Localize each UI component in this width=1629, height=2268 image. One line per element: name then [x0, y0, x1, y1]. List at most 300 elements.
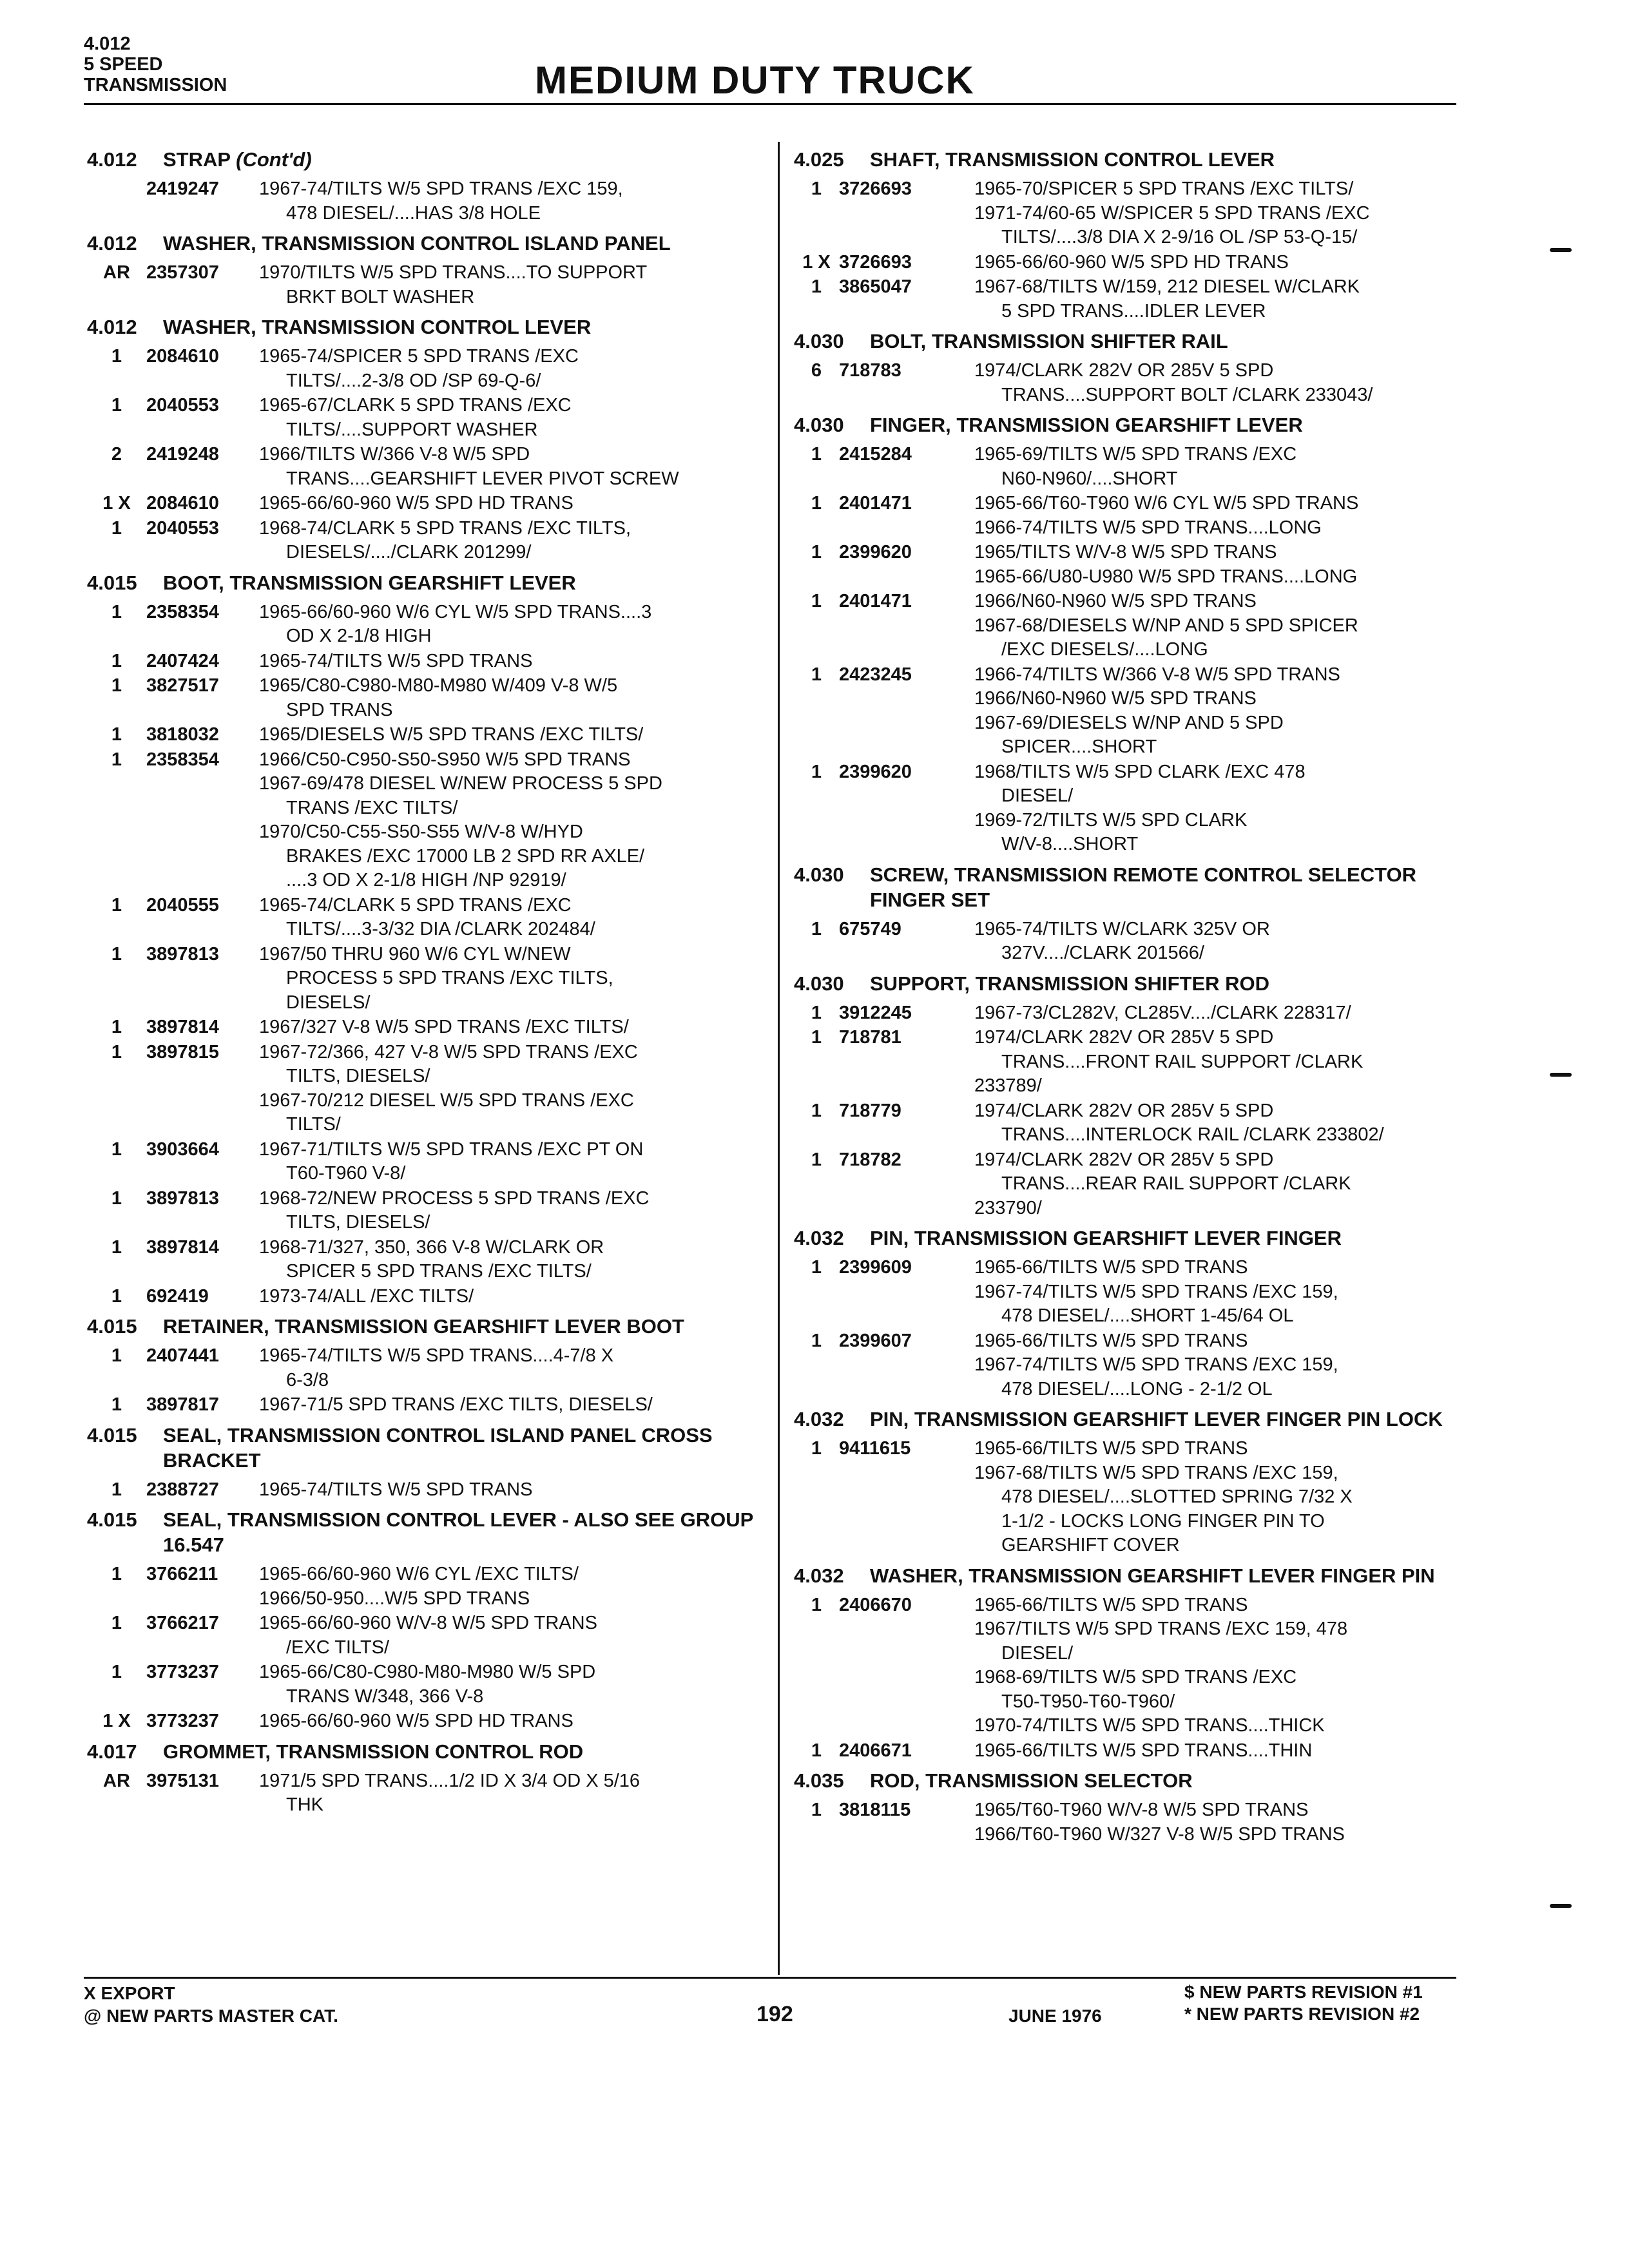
- description-line: 1965-66/T60-T960 W/6 CYL W/5 SPD TRANS: [974, 493, 1359, 514]
- description-line: 1965/C80-C980-M80-M980 W/409 V-8 W/5: [259, 675, 618, 696]
- section-number: 4.025: [794, 148, 844, 171]
- description-line: 1967-71/5 SPD TRANS /EXC TILTS, DIESELS/: [259, 1394, 653, 1415]
- part-quantity: 1: [811, 591, 822, 611]
- section-title-text: STRAP: [163, 148, 231, 171]
- part-quantity: 1: [111, 1041, 122, 1062]
- part-description: [259, 723, 770, 747]
- description-line: N60-N960/....SHORT: [1001, 468, 1178, 489]
- description-line: T60-T960 V-8/: [286, 1163, 406, 1184]
- part-number: 2406671: [839, 1740, 912, 1761]
- part-quantity: 1: [811, 1257, 822, 1278]
- part-entry: [87, 943, 770, 1015]
- section-heading: [794, 147, 1458, 172]
- description-line: 1965-67/CLARK 5 SPD TRANS /EXC: [259, 395, 572, 416]
- continued-label: (Cont'd): [236, 148, 312, 171]
- section-number: 4.012: [87, 232, 137, 255]
- part-number: 3818115: [839, 1800, 911, 1820]
- part-quantity: 1: [111, 1017, 122, 1037]
- section-title-text: ROD, TRANSMISSION SELECTOR: [870, 1769, 1193, 1792]
- part-number: 675749: [839, 918, 901, 939]
- description-line: 1974/CLARK 282V OR 285V 5 SPD: [974, 360, 1274, 381]
- part-description: [259, 748, 770, 893]
- description-line: 1968-71/327, 350, 366 V-8 W/CLARK OR: [259, 1236, 604, 1258]
- description-line: 233790/: [974, 1197, 1042, 1218]
- footer-rule: [84, 1977, 1456, 1979]
- part-entry: [794, 1437, 1458, 1558]
- header-transmission: TRANSMISSION: [84, 75, 227, 95]
- part-entry: [87, 261, 770, 309]
- part-number: 3897817: [146, 1394, 219, 1415]
- parts-section: [794, 1225, 1458, 1401]
- part-entry: [87, 1769, 770, 1818]
- part-description: [259, 492, 770, 516]
- section-heading: [794, 1563, 1458, 1588]
- part-description: [974, 1099, 1458, 1148]
- description-line: 1968/TILTS W/5 SPD CLARK /EXC 478: [974, 761, 1306, 782]
- section-title-text: SEAL, TRANSMISSION CONTROL ISLAND PANEL CROSS BRACKET: [163, 1423, 713, 1472]
- column-divider: [778, 142, 780, 1975]
- page-number: 192: [757, 2002, 793, 2026]
- part-number: 2084610: [146, 493, 219, 514]
- section-title: [163, 1507, 770, 1557]
- part-number: 3865047: [839, 276, 912, 297]
- part-number: 3818032: [146, 724, 219, 745]
- description-line: 1965-74/CLARK 5 SPD TRANS /EXC: [259, 894, 572, 916]
- description-line: 1965-69/TILTS W/5 SPD TRANS /EXC: [974, 444, 1297, 465]
- section-title: [870, 1563, 1458, 1588]
- section-title: [163, 1739, 770, 1764]
- header-speed: 5 SPEED: [84, 54, 163, 75]
- header-block: [84, 34, 227, 95]
- description-line: 1965-66/U80-U980 W/5 SPD TRANS....LONG: [974, 566, 1358, 587]
- description-line: 1966/50-950....W/5 SPD TRANS: [259, 1588, 530, 1609]
- part-quantity: 1: [111, 1613, 122, 1633]
- part-quantity: 2: [111, 444, 122, 465]
- part-quantity: 1: [111, 894, 122, 916]
- part-entry: [87, 1344, 770, 1392]
- part-number: 3773237: [146, 1711, 219, 1731]
- part-number: 2357307: [146, 262, 219, 283]
- description-line: 1-1/2 - LOCKS LONG FINGER PIN TO: [1001, 1510, 1325, 1532]
- part-description: [974, 1739, 1458, 1763]
- part-quantity: 1: [111, 675, 122, 696]
- part-description: [259, 894, 770, 942]
- part-description: [974, 1148, 1458, 1221]
- description-line: 1965-66/60-960 W/6 CYL W/5 SPD TRANS....3: [259, 601, 652, 622]
- section-title-text: FINGER, TRANSMISSION GEARSHIFT LEVER: [870, 414, 1303, 436]
- description-line: 1965-66/60-960 W/6 CYL /EXC TILTS/: [259, 1564, 579, 1584]
- section-number: 4.030: [794, 330, 844, 352]
- description-line: W/V-8....SHORT: [1001, 834, 1139, 854]
- section-title-text: BOLT, TRANSMISSION SHIFTER RAIL: [870, 330, 1228, 352]
- description-line: ....3 OD X 2-1/8 HIGH /NP 92919/: [286, 870, 566, 890]
- part-description: [259, 674, 770, 722]
- part-entry: [87, 1478, 770, 1503]
- parts-section: [794, 1407, 1458, 1558]
- part-entry: [87, 1285, 770, 1309]
- section-number: 4.032: [794, 1408, 844, 1430]
- section-title-text: BOOT, TRANSMISSION GEARSHIFT LEVER: [163, 571, 576, 594]
- section-title: [870, 862, 1458, 912]
- part-entry: [87, 674, 770, 722]
- header-section-code: 4.012: [84, 34, 131, 54]
- part-entry: [794, 663, 1458, 760]
- description-line: 1965-74/TILTS W/CLARK 325V OR: [974, 918, 1270, 939]
- part-quantity: 1: [111, 1139, 122, 1160]
- description-line: 1965-66/60-960 W/V-8 W/5 SPD TRANS: [259, 1613, 597, 1633]
- header-rule: [84, 103, 1456, 105]
- part-entry: [794, 1099, 1458, 1148]
- description-line: 1973-74/ALL /EXC TILTS/: [259, 1285, 474, 1307]
- part-entry: [87, 1236, 770, 1284]
- part-quantity: 1: [811, 1002, 822, 1023]
- part-quantity: 6: [811, 360, 822, 381]
- part-description: [259, 1138, 770, 1186]
- footer-master-note: @ NEW PARTS MASTER CAT.: [84, 2006, 338, 2026]
- section-number: 4.032: [794, 1564, 844, 1587]
- description-line: 1965-66/TILTS W/5 SPD TRANS: [974, 1438, 1248, 1459]
- description-line: 1967-74/TILTS W/5 SPD TRANS /EXC 159,: [974, 1354, 1338, 1375]
- section-title-text: SHAFT, TRANSMISSION CONTROL LEVER: [870, 148, 1275, 171]
- description-line: 1966-74/TILTS W/366 V-8 W/5 SPD TRANS: [974, 664, 1340, 685]
- description-line: 1971-74/60-65 W/SPICER 5 SPD TRANS /EXC: [974, 202, 1370, 224]
- part-number: 3726693: [839, 251, 912, 273]
- part-description: [974, 1001, 1458, 1026]
- section-number: 4.015: [87, 571, 137, 594]
- description-line: 1968-69/TILTS W/5 SPD TRANS /EXC: [974, 1667, 1297, 1687]
- part-number: 2407441: [146, 1345, 219, 1366]
- part-quantity: 1: [111, 724, 122, 745]
- description-line: TRANS....GEARSHIFT LEVER PIVOT SCREW: [286, 468, 679, 489]
- section-heading: [87, 314, 770, 340]
- part-quantity: 1: [111, 601, 122, 622]
- margin-revision-mark: [1550, 1904, 1572, 1908]
- description-line: DIESEL/: [1001, 1642, 1074, 1664]
- section-heading: [87, 231, 770, 256]
- part-description: [259, 443, 770, 491]
- description-line: TRANS....FRONT RAIL SUPPORT /CLARK: [1001, 1051, 1364, 1072]
- part-quantity: 1: [811, 178, 822, 199]
- part-description: [259, 1236, 770, 1284]
- part-description: [259, 177, 770, 226]
- part-quantity: 1: [811, 542, 822, 562]
- parts-section: [794, 412, 1458, 857]
- part-number: 2084610: [146, 346, 219, 367]
- description-line: /EXC TILTS/: [286, 1637, 390, 1658]
- part-number: 3726693: [839, 178, 912, 199]
- part-entry: [794, 359, 1458, 407]
- section-heading: [794, 329, 1458, 354]
- part-entry: [794, 1798, 1458, 1847]
- section-title: [163, 1423, 770, 1473]
- part-entry: [87, 1187, 770, 1235]
- part-number: 2406670: [839, 1594, 912, 1615]
- part-entry: [87, 601, 770, 649]
- description-line: TILTS/....2-3/8 OD /SP 69-Q-6/: [286, 370, 541, 391]
- part-description: [974, 251, 1458, 275]
- description-line: DIESELS/..../CLARK 201299/: [286, 542, 532, 562]
- section-title: [870, 1407, 1458, 1432]
- description-line: 1967-68/TILTS W/159, 212 DIESEL W/CLARK: [974, 276, 1360, 297]
- part-quantity: 1: [811, 1027, 822, 1048]
- part-entry: [87, 394, 770, 442]
- part-entry: [87, 345, 770, 393]
- part-number: 2415284: [839, 444, 912, 465]
- section-heading: [87, 570, 770, 595]
- description-line: 1967-74/TILTS W/5 SPD TRANS /EXC 159,: [974, 1281, 1338, 1302]
- part-description: [259, 345, 770, 393]
- part-description: [974, 359, 1458, 407]
- part-entry: [87, 1015, 770, 1040]
- description-line: 1970/TILTS W/5 SPD TRANS....TO SUPPORT: [259, 262, 648, 283]
- description-line: TILTS, DIESELS/: [286, 1066, 430, 1086]
- section-title: [163, 570, 770, 595]
- part-number: 2419248: [146, 444, 219, 465]
- section-heading: [794, 971, 1458, 996]
- part-quantity: 1: [811, 1594, 822, 1615]
- part-entry: [87, 1041, 770, 1137]
- section-heading: [87, 1423, 770, 1473]
- description-line: 1974/CLARK 282V OR 285V 5 SPD: [974, 1027, 1274, 1048]
- part-number: 2358354: [146, 749, 219, 770]
- part-quantity: 1: [111, 1345, 122, 1366]
- description-line: 1965-74/SPICER 5 SPD TRANS /EXC: [259, 346, 579, 367]
- section-title-text: GROMMET, TRANSMISSION CONTROL ROD: [163, 1740, 584, 1763]
- part-quantity: [87, 177, 146, 226]
- description-line: 1967-68/DIESELS W/NP AND 5 SPD SPICER: [974, 615, 1358, 636]
- margin-revision-mark: [1550, 248, 1572, 252]
- part-number: 3897814: [146, 1236, 219, 1258]
- section-heading: [794, 1768, 1458, 1793]
- part-entry: [87, 723, 770, 747]
- part-number: 718779: [839, 1100, 901, 1121]
- description-line: PROCESS 5 SPD TRANS /EXC TILTS,: [286, 968, 613, 988]
- section-heading: [794, 862, 1458, 912]
- parts-section: [794, 147, 1458, 323]
- description-line: 1967/TILTS W/5 SPD TRANS /EXC 159, 478: [974, 1619, 1348, 1639]
- description-line: OD X 2-1/8 HIGH: [286, 626, 432, 646]
- part-description: [974, 1329, 1458, 1402]
- part-number: 2040553: [146, 395, 219, 416]
- description-line: DIESEL/: [1001, 785, 1074, 806]
- part-number: 2401471: [839, 493, 912, 514]
- part-number: 2399620: [839, 761, 912, 782]
- parts-section: [87, 1739, 770, 1818]
- description-line: 1965-66/C80-C980-M80-M980 W/5 SPD: [259, 1662, 596, 1682]
- parts-section: [794, 971, 1458, 1221]
- part-quantity: 1: [111, 346, 122, 367]
- section-title-text: PIN, TRANSMISSION GEARSHIFT LEVER FINGER PIN LOCK: [870, 1408, 1443, 1430]
- part-description: [974, 275, 1458, 323]
- part-number: 2423245: [839, 664, 912, 685]
- section-title: [870, 1225, 1458, 1251]
- part-number: 2401471: [839, 591, 912, 611]
- part-entry: [794, 1001, 1458, 1026]
- part-entry: [87, 1138, 770, 1186]
- part-description: [974, 541, 1458, 589]
- part-entry: [87, 492, 770, 516]
- part-description: [259, 1187, 770, 1235]
- part-description: [259, 261, 770, 309]
- part-quantity: AR: [103, 1770, 130, 1791]
- part-entry: [794, 177, 1458, 250]
- footer-revision-2: * NEW PARTS REVISION #2: [1184, 2004, 1420, 2024]
- description-line: 1966/T60-T960 W/327 V-8 W/5 SPD TRANS: [974, 1823, 1345, 1845]
- section-title: [870, 147, 1458, 172]
- description-line: 1967-69/478 DIESEL W/NEW PROCESS 5 SPD: [259, 773, 662, 794]
- section-title-text: SUPPORT, TRANSMISSION SHIFTER ROD: [870, 972, 1270, 995]
- description-line: TILTS/....3/8 DIA X 2-9/16 OL /SP 53-Q-15/: [1001, 227, 1358, 247]
- description-line: TRANS....SUPPORT BOLT /CLARK 233043/: [1001, 384, 1373, 405]
- section-title-text: SEAL, TRANSMISSION CONTROL LEVER - ALSO SEE GROUP 16.547: [163, 1508, 753, 1556]
- description-line: TRANS....REAR RAIL SUPPORT /CLARK: [1001, 1173, 1351, 1194]
- part-number: 3897814: [146, 1017, 219, 1037]
- part-description: [259, 601, 770, 649]
- section-heading: [794, 412, 1458, 437]
- part-entry: [794, 492, 1458, 540]
- part-number: 692419: [146, 1285, 209, 1307]
- description-line: 327V..../CLARK 201566/: [1001, 943, 1204, 963]
- part-quantity: 1: [111, 517, 122, 539]
- part-quantity: 1: [111, 1236, 122, 1258]
- part-number: 3827517: [146, 675, 219, 696]
- description-line: 1965-70/SPICER 5 SPD TRANS /EXC TILTS/: [974, 178, 1354, 199]
- description-line: T50-T950-T60-T960/: [1001, 1691, 1175, 1712]
- description-line: 1965-74/TILTS W/5 SPD TRANS: [259, 650, 533, 671]
- description-line: 1967/50 THRU 960 W/6 CYL W/NEW: [259, 943, 571, 965]
- part-number: 3897815: [146, 1041, 219, 1062]
- part-number: 3903664: [146, 1139, 219, 1160]
- parts-section: [87, 314, 770, 565]
- part-number: 2399607: [839, 1330, 912, 1351]
- part-number: 9411615: [839, 1438, 911, 1459]
- section-title: [163, 314, 770, 340]
- part-number: 2358354: [146, 601, 219, 622]
- part-entry: [794, 275, 1458, 323]
- parts-section: [87, 231, 770, 309]
- description-line: 1971/5 SPD TRANS....1/2 ID X 3/4 OD X 5/16: [259, 1770, 641, 1791]
- section-title-text: RETAINER, TRANSMISSION GEARSHIFT LEVER BOOT: [163, 1315, 684, 1338]
- description-line: TRANS....INTERLOCK RAIL /CLARK 233802/: [1001, 1124, 1384, 1145]
- section-title: [870, 329, 1458, 354]
- part-number: 3766217: [146, 1613, 219, 1633]
- part-description: [974, 177, 1458, 250]
- description-line: TILTS/: [286, 1114, 341, 1135]
- part-quantity: 1: [111, 1285, 122, 1307]
- part-description: [259, 1041, 770, 1137]
- part-entry: [87, 748, 770, 893]
- part-quantity: 1 X: [102, 1711, 131, 1731]
- footer-export-note: X EXPORT: [84, 1983, 175, 2003]
- part-quantity: 1: [811, 761, 822, 782]
- part-quantity: 1: [811, 1800, 822, 1820]
- part-description: [974, 663, 1458, 760]
- description-line: 1974/CLARK 282V OR 285V 5 SPD: [974, 1149, 1274, 1170]
- part-quantity: 1: [111, 1662, 122, 1682]
- description-line: 1965-74/TILTS W/5 SPD TRANS....4-7/8 X: [259, 1345, 614, 1366]
- part-entry: [794, 1593, 1458, 1738]
- section-title: [870, 971, 1458, 996]
- parts-section: [794, 329, 1458, 407]
- part-description: [259, 1562, 770, 1611]
- description-line: TILTS/....SUPPORT WASHER: [286, 419, 538, 440]
- part-number: 2407424: [146, 650, 219, 671]
- parts-section: [794, 1768, 1458, 1847]
- parts-section: [87, 1507, 770, 1734]
- section-heading: [87, 1739, 770, 1764]
- part-entry: [87, 894, 770, 942]
- parts-section: [87, 570, 770, 1309]
- description-line: SPICER....SHORT: [1001, 736, 1157, 757]
- part-entry: [794, 918, 1458, 966]
- description-line: 1965-66/TILTS W/5 SPD TRANS: [974, 1330, 1248, 1351]
- part-quantity: 1: [811, 1149, 822, 1170]
- description-line: 1966/TILTS W/366 V-8 W/5 SPD: [259, 444, 530, 465]
- part-entry: [87, 443, 770, 491]
- part-description: [259, 1660, 770, 1709]
- part-number: 2388727: [146, 1479, 219, 1500]
- description-line: 1965-66/60-960 W/5 SPD HD TRANS: [259, 1711, 574, 1731]
- part-entry: [87, 517, 770, 565]
- description-line: THK: [286, 1794, 323, 1815]
- description-line: 1968-74/CLARK 5 SPD TRANS /EXC TILTS,: [259, 517, 631, 539]
- part-entry: [794, 1329, 1458, 1402]
- description-line: 6-3/8: [286, 1369, 329, 1390]
- part-entry: [87, 649, 770, 674]
- part-number: 2399609: [839, 1257, 912, 1278]
- part-entry: [87, 1562, 770, 1611]
- part-description: [259, 1478, 770, 1503]
- section-number: 4.035: [794, 1769, 844, 1792]
- section-heading: [87, 147, 770, 172]
- description-line: 1970/C50-C55-S50-S55 W/V-8 W/HYD: [259, 822, 583, 842]
- margin-revision-mark: [1550, 1073, 1572, 1077]
- section-title: [870, 412, 1458, 437]
- description-line: 1974/CLARK 282V OR 285V 5 SPD: [974, 1100, 1274, 1121]
- description-line: 1965/TILTS W/V-8 W/5 SPD TRANS: [974, 542, 1277, 562]
- description-line: 478 DIESEL/....HAS 3/8 HOLE: [286, 202, 541, 224]
- description-line: 1967-70/212 DIESEL W/5 SPD TRANS /EXC: [259, 1090, 634, 1111]
- part-number: 3773237: [146, 1662, 219, 1682]
- section-title: [163, 231, 770, 256]
- section-title: [163, 147, 770, 172]
- part-description: [259, 1611, 770, 1660]
- part-quantity: 1: [811, 1740, 822, 1761]
- part-description: [259, 517, 770, 565]
- description-line: BRKT BOLT WASHER: [286, 286, 475, 307]
- part-quantity: 1: [811, 1330, 822, 1351]
- description-line: 1965-66/60-960 W/5 SPD HD TRANS: [259, 493, 574, 514]
- part-number: 2419247: [146, 178, 219, 199]
- part-quantity: 1: [811, 664, 822, 685]
- description-line: 1967-74/TILTS W/5 SPD TRANS /EXC 159,: [259, 178, 623, 199]
- part-quantity: 1: [811, 1438, 822, 1459]
- part-description: [259, 1344, 770, 1392]
- part-quantity: 1: [111, 395, 122, 416]
- description-line: SPICER 5 SPD TRANS /EXC TILTS/: [286, 1261, 592, 1282]
- description-line: 1965-74/TILTS W/5 SPD TRANS: [259, 1479, 533, 1500]
- part-number: 3975131: [146, 1770, 219, 1791]
- part-description: [259, 394, 770, 442]
- section-number: 4.015: [87, 1508, 137, 1531]
- description-line: 233789/: [974, 1075, 1042, 1096]
- description-line: TRANS /EXC TILTS/: [286, 797, 458, 818]
- part-entry: [87, 1709, 770, 1734]
- part-quantity: 1: [111, 1394, 122, 1415]
- description-line: 5 SPD TRANS....IDLER LEVER: [1001, 300, 1266, 322]
- description-line: 1967-73/CL282V, CL285V..../CLARK 228317/: [974, 1002, 1351, 1023]
- description-line: 1966/N60-N960 W/5 SPD TRANS: [974, 688, 1257, 709]
